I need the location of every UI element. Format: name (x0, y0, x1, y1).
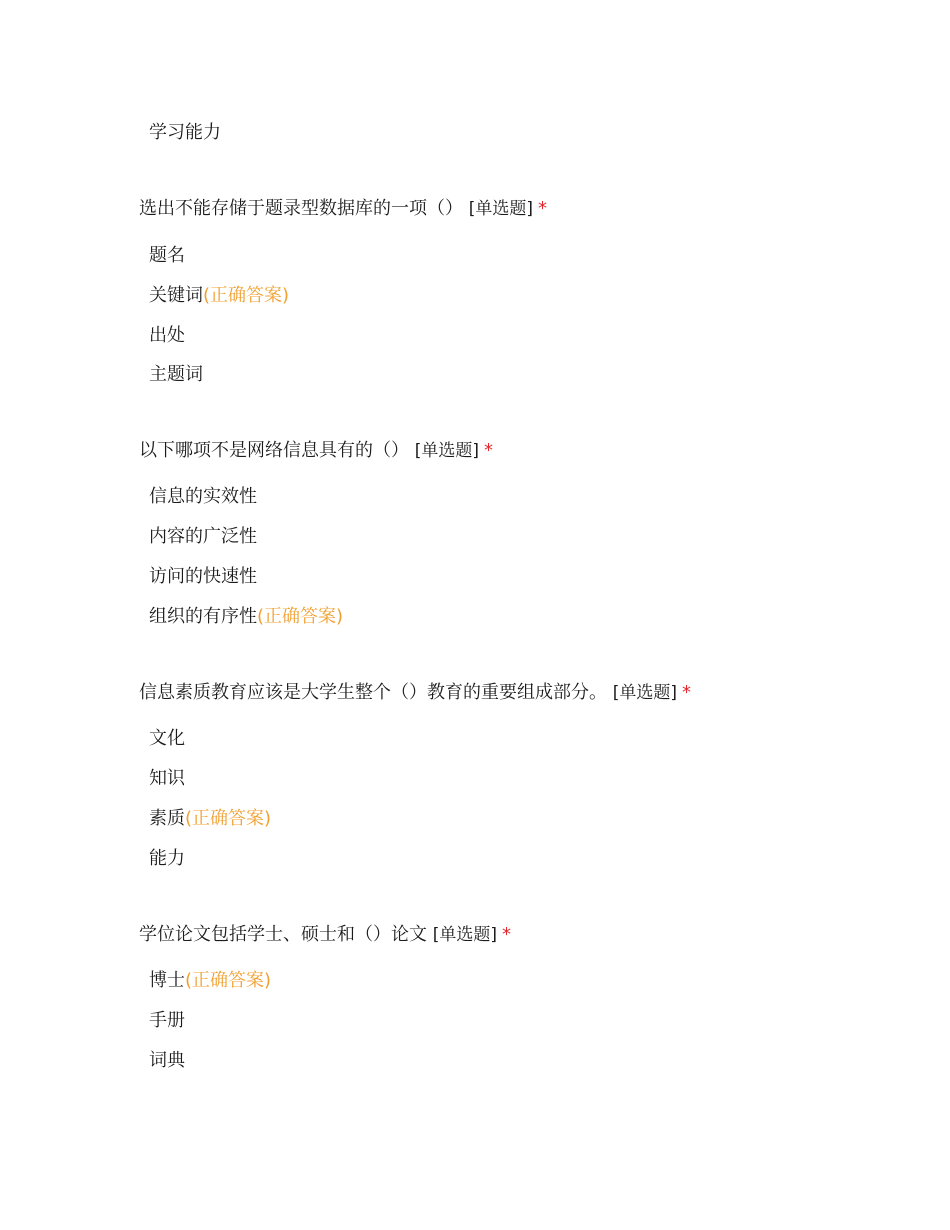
option-item (149, 363, 203, 387)
question-text: 选出不能存储于题录型数据库的一项（） (139, 198, 463, 219)
option-label: 学习能力 (149, 122, 221, 143)
option-label: 知识 (149, 768, 185, 789)
option-label: 主题词 (149, 364, 203, 385)
correct-answer-marker: (正确答案) (203, 285, 290, 306)
question-title (139, 923, 511, 947)
option-item (149, 324, 185, 348)
option-label: 手册 (149, 1010, 185, 1031)
option-item (149, 847, 185, 871)
option-label: 素质 (149, 808, 185, 829)
correct-answer-marker: (正确答案) (257, 606, 344, 627)
option-item (149, 807, 271, 831)
question-type-tag: [单选题] (468, 199, 533, 219)
option-item (149, 969, 271, 993)
correct-answer-marker: (正确答案) (185, 970, 272, 991)
question-title (139, 439, 493, 463)
question-type-tag: [单选题] (612, 683, 677, 703)
option-label: 词典 (149, 1050, 185, 1071)
correct-answer-marker: (正确答案) (185, 808, 272, 829)
option-label: 关键词 (149, 285, 203, 306)
option-item (149, 1049, 185, 1073)
option-item (149, 121, 221, 145)
option-item (149, 565, 257, 589)
option-item (149, 727, 185, 751)
option-item (149, 1009, 185, 1033)
question-type-tag: [单选题] (432, 925, 497, 945)
option-label: 组织的有序性 (149, 606, 257, 627)
option-item (149, 284, 289, 308)
option-label: 出处 (149, 325, 185, 346)
option-label: 博士 (149, 970, 185, 991)
question-title (139, 197, 547, 221)
question-type-tag: [单选题] (414, 441, 479, 461)
required-star: * (682, 682, 691, 703)
option-label: 访问的快速性 (149, 566, 257, 587)
required-star: * (538, 198, 547, 219)
question-text: 以下哪项不是网络信息具有的（） (139, 440, 409, 461)
option-item (149, 767, 185, 791)
option-label: 文化 (149, 728, 185, 749)
option-label: 信息的实效性 (149, 486, 257, 507)
option-label: 题名 (149, 245, 185, 266)
question-text: 学位论文包括学士、硕士和（）论文 (139, 924, 427, 945)
question-text: 信息素质教育应该是大学生整个（）教育的重要组成部分。 (139, 682, 607, 703)
option-label: 内容的广泛性 (149, 526, 257, 547)
question-title (139, 681, 691, 705)
option-label: 能力 (149, 848, 185, 869)
required-star: * (484, 440, 493, 461)
required-star: * (502, 924, 511, 945)
option-item (149, 244, 185, 268)
option-item (149, 485, 257, 509)
option-item (149, 525, 257, 549)
option-item (149, 605, 343, 629)
